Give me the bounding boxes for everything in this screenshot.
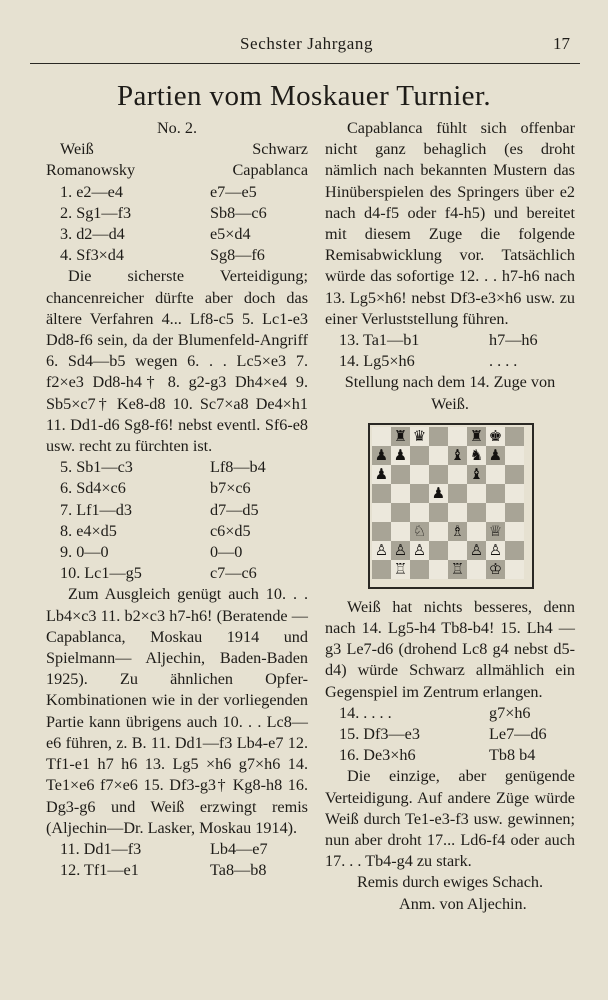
board-square [429,484,448,503]
board-square [372,522,391,541]
board-square [505,465,524,484]
white-move: 7. Lf1—d3 [60,500,132,519]
annotator-signature: Anm. von Aljechin. [399,894,527,913]
board-square [486,427,505,446]
move-list-d [325,330,575,372]
board-square [410,522,429,541]
black-move: Sb8—c6 [210,203,267,222]
header-rule [30,63,580,64]
chess-piece: ♟ [393,445,408,464]
running-header [30,34,578,58]
chess-piece: ♘ [412,521,427,540]
board-square [486,560,505,579]
board-square [372,427,391,446]
board-square [448,522,467,541]
white-move: 16. De3×h6 [339,746,416,765]
white-move: 14. Lg5×h6 [339,352,415,371]
white-player: Romanowsky [46,161,136,180]
move-row [60,478,308,499]
move-row [339,703,575,724]
chess-piece: ♟ [374,464,389,483]
white-move: 15. Df3—e3 [339,725,420,744]
chess-piece: ♜ [393,426,408,445]
board-square [448,427,467,446]
chess-piece: ♙ [488,540,503,559]
game-number: No. 2. [156,119,198,137]
black-move: c7—c6 [210,564,257,583]
board-square [467,427,486,446]
result-line: Remis durch ewiges Schach. [356,873,544,892]
white-move: 6. Sd4×c6 [60,479,126,498]
board-square [467,503,486,522]
board-square [486,503,505,522]
page-number: 17 [553,34,570,53]
board-square [467,522,486,541]
move-row [60,839,308,860]
chess-piece: ♙ [374,540,389,559]
board-square [372,503,391,522]
move-row [60,245,308,266]
move-row [60,542,308,563]
comment-paragraph: Die sicherste Verteidigung; chancenreicher dürfte aber doch das ältere Verfahren 4... Lf8-c5 5. Lc1-e3 Dd8-f6 sein, da der Blumenfeld-Angriff 6. Sd4—b5 wegen 6. . . Lc5×e3 7. f2×e3 Dd8-h4† 8. g2-g3 Dh4×e4 9. Sb5×c7† Ke8-d8 10. Sc7×a8 De4×h1 11. Dd1-d6 Sg8-f6! nebst eventl. Sf6-e8 usw. recht zu fürchten ist. [46,267,308,456]
black-move: Sg8—f6 [210,246,265,265]
black-move: g7×h6 [489,703,531,722]
chess-piece: ♝ [450,445,465,464]
chess-piece: ♖ [393,559,408,578]
move-list-e [325,703,575,767]
board-square [391,503,410,522]
black-move: d7—d5 [210,500,259,519]
board-square [429,503,448,522]
board-square [391,465,410,484]
chess-piece: ♟ [488,445,503,464]
white-move: 2. Sg1—f3 [60,203,132,222]
board-square [410,541,429,560]
chess-piece: ♛ [412,426,427,445]
white-move: 9. 0—0 [60,543,109,562]
board-square [448,446,467,465]
white-move: 12. Tf1—e1 [60,861,139,880]
chess-piece: ♙ [393,540,408,559]
board-square [391,541,410,560]
board-square [505,522,524,541]
black-move: h7—h6 [489,331,538,350]
board-square [372,446,391,465]
board-square [486,465,505,484]
board-square [429,560,448,579]
board-square [448,484,467,503]
chess-piece: ♙ [469,540,484,559]
board-square [410,427,429,446]
board-square [372,465,391,484]
white-move: 8. e4×d5 [60,521,117,540]
board-square [505,484,524,503]
black-label: Schwarz [252,140,308,159]
board-square [391,522,410,541]
black-move: b7×c6 [210,479,251,498]
board-square [391,427,410,446]
board-square [391,560,410,579]
comment-paragraph: Zum Ausgleich genügt auch 10. . . Lb4×c3 11. b2×c3 h7-h6! (Beratende — Capablanca, Moskau 1914 und Spielmann— Aljechin, Baden-Baden 1925). Zu ähnlichen Opfer-Kombinationen wie in der vorliegenden Partie kann übrigens auch 10. . . Lc8—e6 führen, z. B. 11. Dd1—f3 Lb4-e7 12. Tf1-e1 h7 h6 13. Lg5 ×h6 g7×h6 14. Te1×e6 f7×e6 15. Df3-g3† Kg8-h8 16. Dg3-g6 und Weiß erzwingt remis (Aljechin—Dr. Lasker, Moskau 1914). [46,585,308,837]
board-square [448,541,467,560]
white-move: 3. d2—d4 [60,225,125,244]
chess-piece: ♖ [450,559,465,578]
board-square [486,446,505,465]
black-move: Lb4—e7 [210,839,268,858]
black-move: Tb8 b4 [489,746,536,765]
chess-piece: ♙ [412,540,427,559]
black-move: e5×d4 [210,225,251,244]
board-square [410,503,429,522]
board-square [429,465,448,484]
board-square [486,484,505,503]
diagram-caption: Stellung nach dem 14. Zuge von Weiß. [344,373,556,413]
white-label: Weiß [60,140,94,159]
chess-diagram [368,423,534,589]
move-row [60,563,308,584]
board-square [410,484,429,503]
white-move: 4. Sf3×d4 [60,246,124,265]
move-row [339,351,575,372]
right-column [325,118,575,915]
move-row [60,500,308,521]
move-row [60,224,308,245]
board-square [429,522,448,541]
page-title: Partien vom Moskauer Turnier. [116,80,492,112]
board-square [467,541,486,560]
board-square [391,446,410,465]
chess-piece: ♟ [374,445,389,464]
move-row [60,182,308,203]
white-move: 1. e2—e4 [60,182,123,201]
white-move: 10. Lc1—g5 [60,564,142,583]
black-move: Le7—d6 [489,725,547,744]
running-title: Sechster Jahrgang [240,34,374,53]
board-square [505,427,524,446]
board-square [505,541,524,560]
move-row [60,860,308,881]
comment-paragraph: Capablanca fühlt sich offenbar nicht ganz behaglich (es droht nämlich nach bekannten Mustern das Hinüberspielen des Springers über e2 nach d4-f5 oder f4-h5) und bereitet mit diesem Zuge die folgende Remisabwicklung vor. Tatsächlich würde das sofortige 12. . . h7-h6 nach 13. Lg5×h6! nebst Df3-e3×h6 usw. zu einer Verluststellung führen. [325,119,575,328]
comment-paragraph: Weiß hat nichts besseres, denn nach 14. Lg5-h4 Tb8-b4! 15. Lh4 —g3 Le7-d6 (drohend Lc8 g4 nebst d5-d4) würde Schwarz allmählich ein Gegenspiel im Zentrum erlangen. [325,597,575,701]
black-move: Lf8—b4 [210,458,266,477]
black-move: c6×d5 [210,521,251,540]
board-square [410,465,429,484]
board-square [486,541,505,560]
chess-piece: ♞ [469,445,484,464]
board-square [467,484,486,503]
chess-board [372,427,530,579]
white-move: 13. Ta1—b1 [339,331,420,350]
move-list-a [46,182,308,267]
move-row [339,745,575,766]
black-move: Ta8—b8 [210,861,267,880]
white-move: 11. Dd1—f3 [60,839,142,858]
chess-piece: ♚ [488,426,503,445]
board-square [448,465,467,484]
black-move: e7—e5 [210,182,257,201]
board-square [448,503,467,522]
move-row [339,330,575,351]
board-square [486,522,505,541]
move-list-b [46,457,308,584]
board-square [467,465,486,484]
chess-piece: ♗ [450,521,465,540]
white-move: 14. . . . . [339,703,392,722]
board-square [391,484,410,503]
player-names [46,160,308,181]
board-square [505,503,524,522]
board-square [372,541,391,560]
chess-piece: ♜ [469,426,484,445]
move-row [60,457,308,478]
move-row [60,521,308,542]
chess-piece: ♕ [488,521,503,540]
board-square [429,446,448,465]
move-row [60,203,308,224]
board-square [429,541,448,560]
move-list-c [46,839,308,881]
board-square [372,560,391,579]
board-square [467,560,486,579]
black-player: Capablanca [232,161,308,180]
chess-piece: ♟ [431,483,446,502]
comment-paragraph: Die einzige, aber genügende Verteidigung. Auf andere Züge würde Weiß durch Te1-e3-f3 usw. gewinnen; nun aber droht 17... Ld6-f4 oder auch 17. . . Tb4-g4 zu stark. [325,767,575,871]
black-move: 0—0 [210,543,243,562]
white-move: 5. Sb1—c3 [60,458,133,477]
board-square [410,446,429,465]
chess-piece: ♝ [469,464,484,483]
left-column [46,118,308,881]
board-square [410,560,429,579]
board-square [429,427,448,446]
board-square [448,560,467,579]
black-move: . . . . [489,352,518,371]
color-labels [46,139,308,160]
move-row [339,724,575,745]
board-square [505,446,524,465]
board-square [372,484,391,503]
board-square [467,446,486,465]
board-square [505,560,524,579]
chess-piece: ♔ [488,559,503,578]
